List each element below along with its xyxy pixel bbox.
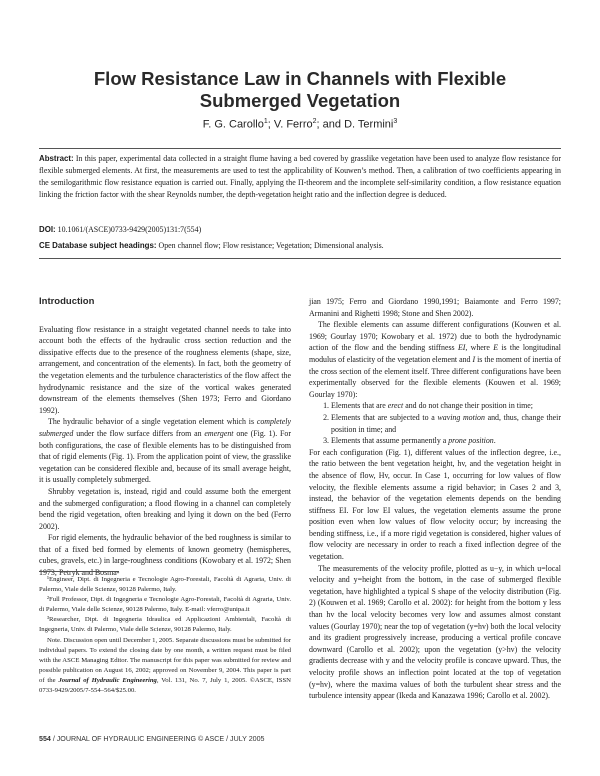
abstract-label: Abstract: [39,154,74,163]
author-2-affil: 2 [312,118,317,125]
left-column [39,296,291,579]
bottom-rule [39,258,561,259]
footnote-1: ¹Engineer, Dipt. di Ingegneria e Tecnologie Agro-Forestali, Facoltà di Agraria, Univ. di Palermo, Viale delle Scienze, 90128 Palermo, Italy. [39,576,291,594]
configuration-list [309,400,561,446]
paragraph: For each configuration (Fig. 1), different values of the inflection degree, i.e., the ratio between the bent vegetation height, hv, and the vegetation height in the absence of flow, Hv, occur. In Case 1, occurring for low values of flow velocity, the flexible elements assume a rigid behavior; in Cases 2 and 3, instead, the behavior of the vegetation elements depends on the bending stiffness EI. For low EI values, the vegetation elements assume the prone position even when low values of flow velocity occur; by increasing the bending stiffness, i.e., if a more rigid vegetation is considered, higher values of flow velocity are necessary in order to reach a fixed inflection degree of the vegetation. [309,447,561,562]
doi-value[interactable]: 10.1061/(ASCE)0733-9429(2005)131:7(554) [57,225,202,234]
title-line-2: Submerged Vegetation [199,90,401,111]
page-number: 554 [39,735,51,743]
paragraph: For rigid elements, the hydraulic behavior of the bed roughness is similar to that of a fixed bed formed by elements of known geometry (hemispheres, cubes, gravels, etc.) in large-roughness conditions (Kowobary et al. 1972; Shen 1973; Petryk and Bosma- [39,533,291,578]
author-3-affil: 3 [393,118,398,125]
doi-label: DOI: [39,225,56,234]
paragraph: The flexible elements can assume different configurations (Kouwen et al. 1969; Gourlay 1970; Kowobary et al. 1972) due to both the hydrodynamic action of the flow and the bending stiffness EI, where E is the longitudinal modulus of elasticity of the vegetation element and I is the moment of inertia of the cross section of the element itself. Three different configurations have been experimentally observed for the flexible elements (Kouwen et al. 1969; Gourlay 1970): [309,320,562,399]
page-footer [39,735,264,743]
list-item: 2. Elements that are subjected to a waving motion and, thus, change their position in time; and [331,412,561,435]
paragraph: The hydraulic behavior of a single vegetation element which is completely submerged under the flow surface differs from an emergent one (Fig. 1). For both configurations, the case of flexible elements has to be distinguished from that of rigid elements (Fig. 1). From the application point of view, the grasslike vegetation can be considered flexible and, because of its small average height, it is usually completely submerged. [39,417,291,485]
paper-title [0,68,600,112]
footer-journal: / JOURNAL OF HYDRAULIC ENGINEERING © ASCE / JULY 2005 [50,735,265,743]
right-column [309,296,561,702]
paragraph: Shrubby vegetation is, instead, rigid and could assume both the emergent and the submerged configuration; a flood flowing in a channel can completely bend the rigid vegetation, often breaking and lying it down on the bed (Ferro 2002). [39,486,291,531]
section-heading-introduction: Introduction [39,296,95,307]
ce-label: CE Database subject headings: [39,241,157,250]
paragraph: jian 1975; Ferro and Giordano 1990,1991; Baiamonte and Ferro 1997; Armanini and Righetti 1998; Stone and Shen 2002). [309,297,561,318]
editorial-note: Note. Discussion open until December 1, 2005. Separate discussions must be submitted for individual papers. To extend the closing date by one month, a written request must be filed with the ASCE Managing Editor. The manuscript for this paper was submitted for review and possible publication on August 16, 2002; approved on November 9, 2004. This paper is part of the Journal of Hydraulic Engineering, Vol. 131, No. 7, July 1, 2005. ©ASCE, ISSN 0733-9429/2005/7-554–564/$25.00. [39,636,291,695]
ce-value: Open channel flow; Flow resistance; Vegetation; Dimensional analysis. [158,241,384,250]
subject-headings [39,240,561,251]
doi [39,224,561,235]
footnotes [39,575,291,696]
abstract [39,153,561,201]
list-item: 3. Elements that assume permanently a prone position. [331,435,561,447]
footnote-3: ³Researcher, Dipt. di Ingegneria Idraulica ed Applicazioni Ambientali, Facoltà di Ingegneria, Univ. di Palermo, Viale delle Scienze, 90128 Palermo, Italy. [39,616,291,634]
author-1: F. G. Carollo [202,118,264,131]
list-item: 1. Elements that are erect and do not change their position in time; [331,400,561,412]
top-rule [39,148,561,149]
abstract-text: In this paper, experimental data collected in a straight flume having a bed covered by grasslike vegetation have been used to analyze flow resistance for flexible submerged elements. At first, the measurements are used to test the applicability of Kouwen’s method. Then, a calibration of two coefficients appearing in the semilogarithmic flow resistance equation is carried out. Finally, applying the Π-theorem and the incomplete self-similarity condition, a flow resistance equation linking the friction factor with the shear Reynolds number, the depth-vegetation height ratio and the inflection degree is deduced. [39,154,561,199]
footnote-2: ²Full Professor, Dipt. di Ingegneria e Tecnologie Agro-Forestali, Facoltà di Agraria, Univ. di Palermo, Viale delle Scienze, 90128 Palermo, Italy. E-mail: vferro@unipa.it [39,596,291,614]
footnote-rule [39,571,119,572]
author-1-affil: 1 [263,118,268,125]
title-line-1: Flow Resistance Law in Channels with Flexible [93,68,507,89]
paragraph: Evaluating flow resistance in a straight vegetated channel needs to take into account both the effects of the hydraulic cross section reduction and the dissipative effects due to the presence of the roughness elements (shape, size, arrangement, and concentration of the elements). In fact, both the geometry of the vegetation elements and the turbulence characteristics of the flow affect the hydrodynamic resistance and the size of the vortical wakes generated downstream of the elements themselves (Shen 1973; Ferro and Giordano 1992). [39,324,291,415]
author-3: and D. Termini [322,118,394,131]
author-2: V. Ferro [273,118,313,131]
authors: F. G. Carollo$^1$; V. Ferro$^2$; and D. Termini$^3$ [202,118,398,131]
paragraph: The measurements of the velocity profile, plotted as u−y, in which u=local velocity and y=height from the bottom, in the case of submerged flexible vegetation, have highlighted a typical S shape of the velocity distribution (Fig. 2) (Kouwen et al. 1969; Carollo et al. 2002): for height from the bottom y less than hv the local velocity becomes very low and assumes almost constant values (Gourlay 1970); near the top of vegetation (y=hv) both the local velocity and its gradient progressively increase, producing a vertical profile concave downward (Carollo et al. 2002); upon the vegetation (y>hv) the velocity gradients decrease with y and the velocity profile is concave upward. Thus, the velocity profile shows an inflection point located at the top of vegetation (y=hv), where the maxima values of both the turbulent shear stress and the turbulence intensity appear (Ikeda and Kanazawa 1996; Carollo et al. 2002). [309,563,561,701]
